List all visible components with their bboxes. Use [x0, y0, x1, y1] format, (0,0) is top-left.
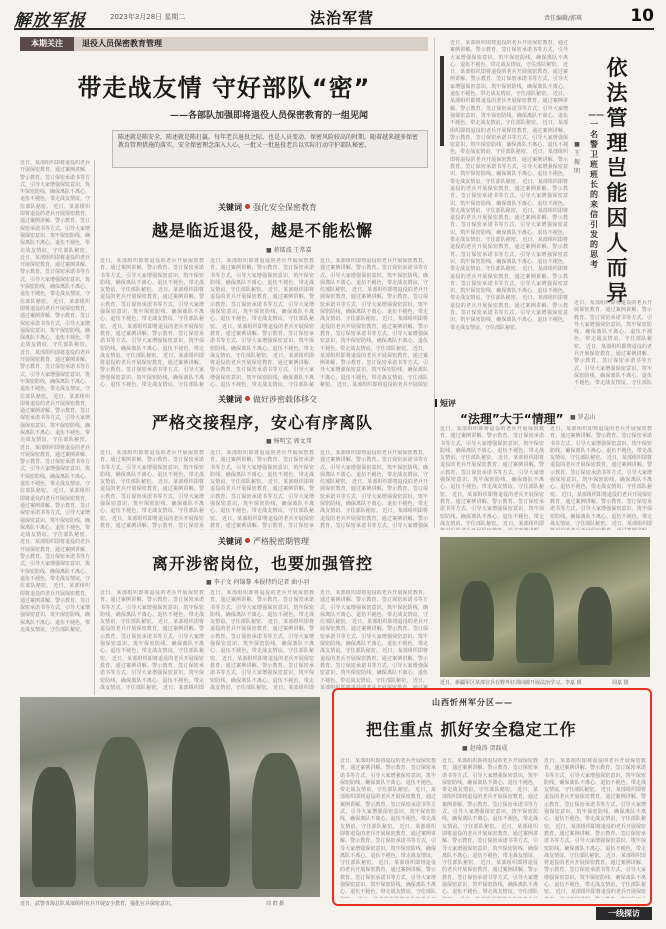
section-title: 法治军营 — [310, 9, 375, 27]
focus-bar — [20, 37, 428, 51]
section-2-title: 严格交接程序，安心有序离队 — [152, 413, 374, 432]
commentary-text: 近日，某部组织即将退役的老兵开展保密教育，通过案例讲解、警示教育、签订保密承诺书等方式，引导大家增强保密意识，筑牢保密防线，确保离队不离心、退伍不褪色，带走战友情谊，守住部队秘密。 近日，某部组织即将退役的老兵开展保密教育，通过案例讲解、警示教育、签订保密承诺书等方式，引导大家增强保密意识，筑牢保密防线，确保离队不离心、退伍不褪色，带走战友情谊，守住部队秘密。 近日，某部组织即将退役的老兵开展保密教育，通过案例讲解、警示教育、签订保密承诺书等方式，引导大家增强保密意识，筑牢保密防线，确保离队不离心、退伍不褪色，带走战友情谊，守住部队秘密。 近日，某部组织即将退役的老兵开展保密教育，通过案例讲解、警示教育、签订保密承诺书等方式，引导大家增强保密意识，筑牢保密防线，确保离队不离心、退伍不褪色，带走战友情谊，守住部队秘密。 近日，某部组织即将退役的老兵开展保密教育，通过案例讲解、警示教育、签订保密承诺书等方式，引导大家增强保密意识，筑牢保密防线，确保离队不离心、退伍不褪色，带走战友情谊，守住部队秘密。 近日，某部组织即将退役的老兵开展保密教育，通过案例讲解、警示教育、签订保密承诺书等方式，引导大家增强保密意识，筑牢保密防线，确保离队不离心、退伍不褪色，带走战友情谊，守住部队秘密。 近日，某部组织即将退役的老兵开展保密教育，通过案例讲解、警示教育、签订保密承诺书等方式，引导大家增强保密意识，筑牢保密防线，确保离队不离心、退伍不褪色，带走战友情谊，守住部队秘密。 近日，某部组织即将退役的老兵开展保密教育，通过案例讲解、警示教育、签订保密承诺书等方式，引导大家增强保密意识，筑牢保密防线，确保离队不离心、退伍不褪色，带走战友情谊，守住部队秘密。 近日，某部组织即将退役的老兵开展保密教育，通过案例讲解、警示教育、签订保密承诺书等方式，引导大家增强保密意识，筑牢保密防线，确保离队不离心、退伍不褪色，带走战友情谊，守住部队秘密。 近日，某部组织即将退役的老兵开展保密教育，通过案例讲解、警示教育、签订保密承诺书等方式，引导大家增强保密意识，筑牢保密防线，确保离队不离心、退伍不褪色，带走战友情谊，守住部队秘密。 — [450, 40, 568, 331]
page-divider — [434, 38, 435, 528]
column-divider — [94, 160, 95, 695]
section-1-byline: ■ 蒋镭波 王常嘉 — [266, 247, 312, 254]
section-2-keyword — [218, 394, 317, 405]
commentary-accent-bar — [440, 56, 444, 146]
column-text: 近日，某部组织即将退役的老兵开展保密教育，通过案例讲解、警示教育、签订保密承诺书等方式，引导大家增强保密意识，筑牢保密防线，确保离队不离心、退伍不褪色，带走战友情谊，守住部队秘密。 近日，某部组织即将退役的老兵开展保密教育，通过案例讲解、警示教育、签订保密承诺书等方式，引导大家增强保密意识，筑牢保密防线，确保离队不离心、退伍不褪色，带走战友情谊，守住部队秘密。 近日，某部组织即将退役的老兵开展保密教育，通过案例讲解、警示教育、签订保密承诺书等方式，引导大家增强保密意识，筑牢保密防线，确保离队不离心、退伍不褪色，带走战友情谊，守住部队秘密。 近日，某部组织即 — [550, 426, 652, 527]
training-photo — [20, 697, 320, 897]
highlight-text: 近日，某部组织即将退役的老兵开展保密教育，通过案例讲解、警示教育、签订保密承诺书等方式，引导大家增强保密意识，筑牢保密防线，确保离队不离心、退伍不褪色，带走战友情谊，守住部队秘密。 近日，某部组织即将退役的老兵开展保密教育，通过案例讲解、警示教育、签订保密承诺书等方式，引导大家增强保密意识，筑牢保密防线，确保离队不离心、退伍不褪色，带走战友情谊，守住部队秘密。 近日，某部组织即将退役的老兵开展保密教育，通过案例讲解、警示教育、签订保密承诺书等方式，引导大家增强保密意识，筑牢保密防线，确保离队不离心、退伍不褪色，带走战友情谊，守住部队秘密。 近日，某部组织即将退役的老兵开展保密教育，通过案例讲解、警示教育、签订保密承诺书等方式，引导大家增强保密意识，筑牢保密防线，确保离队不离心、退伍不褪色，带走战友情谊，守住部队秘密。 近日，某部组织即将退役的老兵开展保密 — [544, 758, 646, 896]
issue-date: 2023年3月28日 星期二 — [110, 13, 186, 21]
dot-icon — [245, 538, 250, 543]
dot-icon — [245, 396, 250, 401]
page-number: 10 — [630, 6, 654, 26]
soldier-figure — [94, 737, 148, 887]
highlight-byline: ■ 赵琦涛 贺磊成 — [462, 745, 508, 752]
right-photo-credit: 周嘉 摄 — [612, 680, 629, 686]
section-3-text: 近日，某部组织即将退役的老兵开展保密教育，通过案例讲解、警示教育、签订保密承诺书等方式，引导大家增强保密意识，筑牢保密防线，确保离队不离心、退伍不褪色，带走战友情谊，守住部队秘密。 近日，某部组织即将退役的老兵开展保密教育，通过案例讲解、警示教育、签订保密承诺书等方式，引导大家增强保密意识，筑牢保密防线，确保离队不离心、退伍不褪色，带走战友情谊，守住部队秘密。 近日，某部组织即将退役的老兵开展保密教育，通过案例讲解、警示教育、签订保密承诺书等方式，引导大家增强保密意识，筑牢保密防线，确保离队不离心、退伍不褪色，带走战友情谊，守住部队秘密。 近日，某部组织即 — [100, 590, 204, 690]
keyword-text: 严格脱密期管理 — [253, 537, 309, 546]
section-3-title: 离开涉密岗位，也要加强管控 — [152, 554, 374, 573]
body-text-column: 近日，某部组织即将退役的老兵开展保密教育，通过案例讲解、警示教育、签订保密承诺书等方式，引导大家增强保密意识，筑牢保密防线，确保离队不离心、退伍不褪色，带走战友情谊，守住部队秘密。 近日，某部组织即将退役的老兵开展保密教育，通过案例讲解、警示教育、签订保密承诺书等方式，引导大家增强保密意识，筑牢保密防线，确保离队不离心、退伍不褪色，带走战友情谊，守住部队秘密。 近日，某部组织即将退役的老兵开展保密教育，通过案例讲解、警示教育、签订保密承诺书等方式，引导大家增强保密意识，筑牢保密防线，确保离队不离心、退伍不褪色，带走战友情谊，守住部队秘密。 近日，某部组织即将退役的老兵开展保密教育，通过案例讲解、警示教育、签订保密承诺书等方式，引导大家增强保密意识，筑牢保密防线，确保离队不离心、退伍不褪色，带走战友情谊，守住部队秘密。 近日，某部组织即将退役的老兵开展保密教育，通过案例讲解、警示教育、签订保密承诺书等方式，引导大家增强保密意识，筑牢保密防线，确保离队不离心、退伍不褪色，带走战友情谊，守住部队秘密。 近日，某部组织即将退役的老兵开展保密教育，通过案例讲解、警示教育、签订保密承诺书等方式，引导大家增强保密意识，筑牢保密防线，确保离队不离心、退伍不褪色，带走战友情谊，守住部队秘密。 近日，某部组织即将退役的老兵开展保密教育，通过案例讲解、警示教育、签订保密承诺书等方式，引导大家增强保密意识，筑牢保密防线，确保离队不离心、退伍不褪色，带走战友情谊，守住部队秘密。 近日，某部组织即将退役的老兵开展保密教育，通过案例讲解、警示教育、签订保密承诺书等方式，引导大家增强保密意识，筑牢保密防线，确保离队不离心、退伍不褪色，带走战友情谊，守住部队秘密。 近日，某部组织即将退役的老兵开展保密教育，通过案例讲解、警示教育、签订保密承诺书等方式，引导大家增强保密意识，筑牢保密防线，确保离队不离心、退伍不褪色，带走战友情谊，守住部队秘密。 近日，某部组织即将退役的老兵开展保密教育，通过案例讲解、警示教育、签订保密承诺书等方式，引导大家增强保密意识，筑牢保密防线，确保离队不离心、退伍不褪色，带走战友情谊，守住部队秘密。 — [20, 160, 90, 633]
section-1-text: 近日，某部组织即将退役的老兵开展保密教育，通过案例讲解、警示教育、签订保密承诺书等方式，引导大家增强保密意识，筑牢保密防线，确保离队不离心、退伍不褪色，带走战友情谊，守住部队秘密。 近日，某部组织即将退役的老兵开展保密教育，通过案例讲解、警示教育、签订保密承诺书等方式，引导大家增强保密意识，筑牢保密防线，确保离队不离心、退伍不褪色，带走战友情谊，守住部队秘密。 近日，某部组织即将退役的老兵开展保密教育，通过案例讲解、警示教育、签订保密承诺书等方式，引导大家增强保密意识，筑牢保密防线，确保离队不离心、退伍不褪色，带走战友情谊，守住部队秘密。 近日，某部组织即将退役的老兵开展保密教育，通过案例讲解、警示教育、签订保密承诺书等方式，引导大家增强保密意识，筑牢保密防线，确保离队不离心、退伍不褪色，带走战友情谊，守住部队秘 — [100, 258, 204, 388]
keyword-label: 关键词 — [218, 395, 242, 404]
column-byline: ■ 罗志山 — [570, 414, 596, 421]
column-title: “法理”大于“情理” — [460, 412, 564, 426]
commentary-title: 依法管理岂能因人而异 — [606, 56, 628, 305]
section-1-title: 越是临近退役，越是不能松懈 — [152, 221, 374, 240]
highlight-title: 把住重点 抓好安全稳定工作 — [366, 720, 577, 739]
commentary-text: 近日，某部组织即将退役的老兵开展保密教育，通过案例讲解、警示教育、签订保密承诺书等方式，引导大家增强保密意识，筑牢保密防线，确保离队不离心、退伍不褪色，带走战友情谊，守住部队秘密。 近日，某部组织即将退役的老兵开展保密教育，通过案例讲解、警示教育、签订保密承诺书等方式，引导大家增强保密意识，筑牢保密防线，确保离队不离心、退伍不褪色，带走战友情谊，守住部队 — [574, 300, 652, 387]
keyword-text: 强化安全保密教育 — [253, 203, 317, 212]
soldier-figure — [578, 587, 612, 665]
soldier-figure — [172, 727, 230, 887]
soldier-figure — [32, 767, 76, 887]
section-3-text: 近日，某部组织即将退役的老兵开展保密教育，通过案例讲解、警示教育、签订保密承诺书等方式，引导大家增强保密意识，筑牢保密防线，确保离队不离心、退伍不褪色，带走战友情谊，守住部队秘密。 近日，某部组织即将退役的老兵开展保密教育，通过案例讲解、警示教育、签订保密承诺书等方式，引导大家增强保密意识，筑牢保密防线，确保离队不离心、退伍不褪色，带走战友情谊，守住部队秘密。 近日，某部组织即将退役的老兵开展保密教育，通过案例讲解、警示教育、签订保密承诺书等方式，引导大家增强保密意识，筑牢保密防线，确保离队不离心、退伍不褪色，带走战友情谊，守住部队秘密。 近日，某部组织即将退役的老兵开展保密教育，通过案 — [320, 590, 428, 690]
masthead — [14, 4, 654, 30]
bottom-photo-credit: 周 群 摄 — [266, 901, 285, 907]
main-headline: 带走战友情 守好部队“密” — [77, 74, 371, 102]
bottom-photo-caption: 近日，武警青海总队某部组织官兵开展安全教育，强化官兵保密意识。 — [20, 901, 176, 907]
section-2-text: 近日，某部组织即将退役的老兵开展保密教育，通过案例讲解、警示教育、签订保密承诺书等方式，引导大家增强保密意识，筑牢保密防线，确保离队不离心、退伍不褪色，带走战友情谊，守住部队秘密。 近日，某部组织即将退役的老兵开展保密教育，通过案例讲解、警示教育、签订保密承诺书等方式，引导大家增强保密意识，筑牢保密防线，确保离队不离心、退伍不褪色，带走战友情谊，守住部队秘密。 近日，某部组织即将退役的老兵开展保密教育，通过案例讲解、警示教育、签订保密承 — [210, 450, 314, 529]
focus-topic: 退役人员保密教育管理 — [82, 39, 162, 48]
keyword-label: 关键词 — [218, 537, 242, 546]
commentary-author: ■ 王振明 — [573, 141, 580, 175]
highlight-district: 山西忻州军分区—— — [432, 698, 513, 707]
soldier-figure — [252, 753, 302, 889]
section-1-keyword — [218, 202, 317, 213]
section-3-text: 近日，某部组织即将退役的老兵开展保密教育，通过案例讲解、警示教育、签订保密承诺书等方式，引导大家增强保密意识，筑牢保密防线，确保离队不离心、退伍不褪色，带走战友情谊，守住部队秘密。 近日，某部组织即将退役的老兵开展保密教育，通过案例讲解、警示教育、签订保密承诺书等方式，引导大家增强保密意识，筑牢保密防线，确保离队不离心、退伍不褪色，带走战友情谊，守住部队秘密。 近日，某部组织即将退役的老兵开展保密教育，通过案例讲解、警示教育、签订保密承诺书等方式，引导大家增强保密意识，筑牢保密防线，确保离队不离心、退伍不褪色，带走战友情谊，守住部队秘密。 近日，某部组织即 — [210, 590, 314, 690]
editor-credit: 责任编辑/郭琪 — [544, 15, 583, 22]
section-1-text: 近日，某部组织即将退役的老兵开展保密教育，通过案例讲解、警示教育、签订保密承诺书等方式，引导大家增强保密意识，筑牢保密防线，确保离队不离心、退伍不褪色，带走战友情谊，守住部队秘密。 近日，某部组织即将退役的老兵开展保密教育，通过案例讲解、警示教育、签订保密承诺书等方式，引导大家增强保密意识，筑牢保密防线，确保离队不离心、退伍不褪色，带走战友情谊，守住部队秘密。 近日，某部组织即将退役的老兵开展保密教育，通过案例讲解、警示教育、签订保密承诺书等方式，引导大家增强保密意识，筑牢保密防线，确保离队不离心、退伍不褪色，带走战友情谊，守住部队秘密。 近日，某部组织即将退役的老兵开展保密教育，通过案例讲解、警示教育、签订保密承诺书等方式，引导大家增强保密意识，筑牢保密防线，确保离队不离心、退伍不褪色，带走战友情谊，守住部队秘密。 近日，某部组织即将退役的老兵开展保密 — [320, 258, 428, 388]
dot-icon — [245, 204, 250, 209]
highlight-text: 近日，某部组织即将退役的老兵开展保密教育，通过案例讲解、警示教育、签订保密承诺书等方式，引导大家增强保密意识，筑牢保密防线，确保离队不离心、退伍不褪色，带走战友情谊，守住部队秘密。 近日，某部组织即将退役的老兵开展保密教育，通过案例讲解、警示教育、签订保密承诺书等方式，引导大家增强保密意识，筑牢保密防线，确保离队不离心、退伍不褪色，带走战友情谊，守住部队秘密。 近日，某部组织即将退役的老兵开展保密教育，通过案例讲解、警示教育、签订保密承诺书等方式，引导大家增强保密意识，筑牢保密防线，确保离队不离心、退伍不褪色，带走战友情谊，守住部队秘密。 近日，某部组织即将退役的老兵开展保密教育，通过案例讲解、警示教育、签订保密承诺书等方式，引导大家增强保密意识，筑牢保密防线，确保离队不离心、退伍不褪色，带走战友情谊，守住部队 — [442, 758, 538, 896]
intro-box: 陈述就是陈安全，陈述就是陈打赢。每年老兵退役之际，也是人员变动、保密风险较高的时期。随着越来越多保密教育管理措施的落实，安全保密理念深入人心，一批又一批退役老兵以实际行动守护部队秘密。 — [112, 130, 428, 168]
soldier-figure — [516, 573, 554, 663]
section-3-byline: ■ 李子文 何锦黎 本报特约记者 曲小羽 — [206, 579, 310, 586]
section-2-byline: ■ 杨明宝 郭文邦 — [266, 438, 312, 445]
commentary-subtitle: ——一名警卫班班长的来信引发的思考 — [588, 110, 604, 269]
soldier-figure — [460, 581, 494, 661]
section-1-text: 近日，某部组织即将退役的老兵开展保密教育，通过案例讲解、警示教育、签订保密承诺书等方式，引导大家增强保密意识，筑牢保密防线，确保离队不离心、退伍不褪色，带走战友情谊，守住部队秘密。 近日，某部组织即将退役的老兵开展保密教育，通过案例讲解、警示教育、签订保密承诺书等方式，引导大家增强保密意识，筑牢保密防线，确保离队不离心、退伍不褪色，带走战友情谊，守住部队秘密。 近日，某部组织即将退役的老兵开展保密教育，通过案例讲解、警示教育、签订保密承诺书等方式，引导大家增强保密意识，筑牢保密防线，确保离队不离心、退伍不褪色，带走战友情谊，守住部队秘密。 近日，某部组织即将退役的老兵开展保密教育，通过案例讲解、警示教育、签订保密承诺书等方式，引导大家增强保密意识，筑牢保密防线，确保离队不离心、退伍不褪色，带走战友情谊，守住部队秘 — [210, 258, 314, 388]
focus-tag: 本期关注 — [20, 37, 74, 51]
section-2-text: 近日，某部组织即将退役的老兵开展保密教育，通过案例讲解、警示教育、签订保密承诺书等方式，引导大家增强保密意识，筑牢保密防线，确保离队不离心、退伍不褪色，带走战友情谊，守住部队秘密。 近日，某部组织即将退役的老兵开展保密教育，通过案例讲解、警示教育、签订保密承诺书等方式，引导大家增强保密意识，筑牢保密防线，确保离队不离心、退伍不褪色，带走战友情谊，守住部队秘密。 近日，某部组织即将退役的老兵开展保密教育，通过案例讲解、警示教育、签订保密承诺书等方式，引导大家增强保 — [320, 450, 428, 529]
right-photo-caption: 近日，新疆军区某部官兵在野外驻训间隙开展法治学习。李嘉 摄 — [440, 680, 582, 686]
drill-photo — [440, 537, 650, 677]
main-subhead: ——各部队加强即将退役人员保密教育的一组见闻 — [170, 111, 369, 121]
highlight-text: 近日，某部组织即将退役的老兵开展保密教育，通过案例讲解、警示教育、签订保密承诺书等方式，引导大家增强保密意识，筑牢保密防线，确保离队不离心、退伍不褪色，带走战友情谊，守住部队秘密。 近日，某部组织即将退役的老兵开展保密教育，通过案例讲解、警示教育、签订保密承诺书等方式，引导大家增强保密意识，筑牢保密防线，确保离队不离心、退伍不褪色，带走战友情谊，守住部队秘密。 近日，某部组织即将退役的老兵开展保密教育，通过案例讲解、警示教育、签订保密承诺书等方式，引导大家增强保密意识，筑牢保密防线，确保离队不离心、退伍不褪色，带走战友情谊，守住部队秘密。 近日，某部组织即将退役的老兵开展保密教育，通过案例讲解、警示教育、签订保密承诺书等方式，引导大家增强保密意识，筑牢保密防线，确保离队不离心、退伍不褪色，带走战友情谊，守住部队 — [340, 758, 436, 896]
section-3-keyword — [218, 536, 309, 547]
column-text: 近日，某部组织即将退役的老兵开展保密教育，通过案例讲解、警示教育、签订保密承诺书等方式，引导大家增强保密意识，筑牢保密防线，确保离队不离心、退伍不褪色，带走战友情谊，守住部队秘密。 近日，某部组织即将退役的老兵开展保密教育，通过案例讲解、警示教育、签订保密承诺书等方式，引导大家增强保密意识，筑牢保密防线，确保离队不离心、退伍不褪色，带走战友情谊，守住部队秘密。 近日，某部组织即将退役的老兵开展保密教育，通过案例讲解、警示教育、签订保密承诺书等方式，引导大家增强保密意识，筑牢保密防线，确保离队不离心、退伍不褪色，带走战友情谊，守住部队秘密。 近日，某部组织即 — [440, 426, 544, 527]
section-2-text: 近日，某部组织即将退役的老兵开展保密教育，通过案例讲解、警示教育、签订保密承诺书等方式，引导大家增强保密意识，筑牢保密防线，确保离队不离心、退伍不褪色，带走战友情谊，守住部队秘密。 近日，某部组织即将退役的老兵开展保密教育，通过案例讲解、警示教育、签订保密承诺书等方式，引导大家增强保密意识，筑牢保密防线，确保离队不离心、退伍不褪色，带走战友情谊，守住部队秘密。 近日，某部组织即将退役的老兵开展保密教育，通过案例讲解、警示教育、签订保密承 — [100, 450, 204, 529]
newspaper-logo: 解放军报 — [14, 11, 86, 31]
corner-tag: 一线探访 — [596, 907, 652, 920]
column-label: 短评 — [440, 398, 470, 409]
keyword-label: 关键词 — [218, 203, 242, 212]
keyword-text: 做好涉密载体移交 — [253, 395, 317, 404]
